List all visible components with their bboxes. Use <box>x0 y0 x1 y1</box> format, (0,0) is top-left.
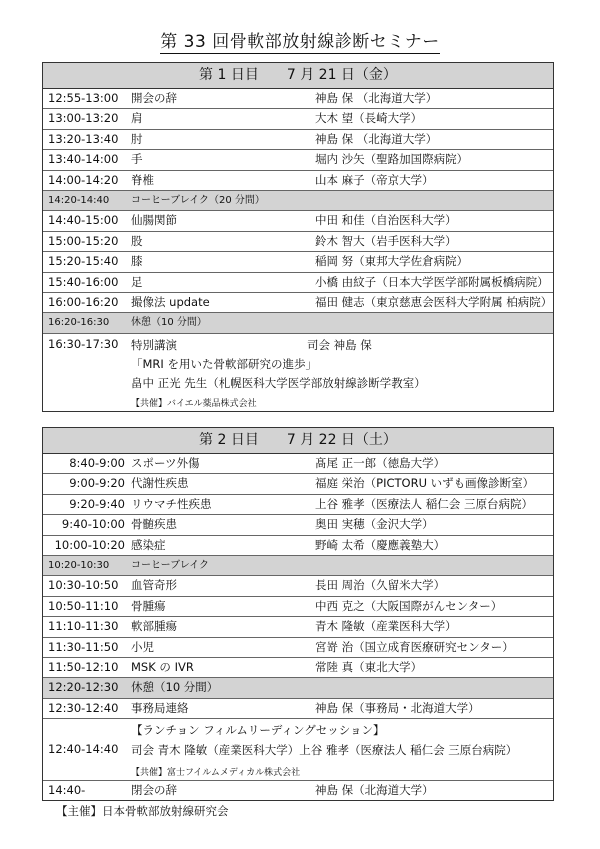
schedule-row <box>43 474 553 494</box>
row-topic: 血管奇形 <box>131 578 177 593</box>
luncheon-title: 【ランチョン フィルムリーディングセッション】 <box>131 723 385 738</box>
row-time: 12:20-12:30 <box>48 680 119 695</box>
special-lecture-sponsor: 【共催】バイエル薬品株式会社 <box>131 398 257 409</box>
row-time: 12:40-14:40 <box>48 742 119 757</box>
day2-header: 第 2 日目 7 月 22 日（土） <box>43 428 553 454</box>
break-row <box>43 556 553 576</box>
row-time: 16:00-16:20 <box>48 294 119 309</box>
row-time: 9:00-9:20 <box>69 476 125 491</box>
row-time: 16:20-16:30 <box>48 317 110 329</box>
row-speaker: 山本 麻子（帝京大学） <box>315 172 434 187</box>
row-topic: コーヒーブレイク <box>131 559 209 571</box>
row-speaker: 上谷 雅孝（医療法人 稲仁会 三原台病院） <box>315 496 533 511</box>
break-row <box>43 313 553 333</box>
row-topic: 休憩（10 分間） <box>131 680 219 695</box>
row-topic: 閉会の辞 <box>131 783 177 798</box>
row-topic: 肩 <box>131 111 143 126</box>
row-time: 11:50-12:10 <box>48 659 119 674</box>
luncheon-session-row <box>43 719 553 781</box>
schedule-row <box>43 293 553 313</box>
row-topic: リウマチ性疾患 <box>131 496 212 511</box>
page-title: 第 33 回骨軟部放射線診断セミナー <box>160 32 440 52</box>
schedule-row <box>43 515 553 535</box>
schedule-row <box>43 699 553 719</box>
row-time: 13:40-14:00 <box>48 152 119 167</box>
row-topic: 膝 <box>131 254 143 269</box>
row-topic: 事務局連絡 <box>131 700 189 715</box>
row-time: 14:40- <box>48 783 86 798</box>
row-speaker: 大木 望（長崎大学） <box>315 111 423 126</box>
row-speaker: 神島 保（事務局・北海道大学） <box>315 700 480 715</box>
schedule-row <box>43 781 553 800</box>
row-time: 15:20-15:40 <box>48 254 119 269</box>
break-row <box>43 678 553 698</box>
schedule-row <box>43 658 553 678</box>
break-row <box>43 191 553 211</box>
schedule-row <box>43 89 553 109</box>
schedule-row <box>43 211 553 231</box>
schedule-row <box>43 638 553 658</box>
special-lecture-label: 特別講演 <box>131 337 177 352</box>
row-time: 13:20-13:40 <box>48 131 119 146</box>
row-speaker: 常陸 真（東北大学） <box>315 659 423 674</box>
schedule-row <box>43 454 553 474</box>
day1-header: 第 1 日目 7 月 21 日（金） <box>43 63 553 89</box>
schedule-row <box>43 617 553 637</box>
row-topic: 股 <box>131 233 143 248</box>
row-topic: 感染症 <box>131 537 166 552</box>
row-speaker: 福庭 栄治（PICTORU いずも画像診断室） <box>315 476 535 491</box>
row-speaker: 堀内 沙矢（聖路加国際病院） <box>315 152 469 167</box>
special-lecture-chair: 司会 神島 保 <box>307 337 372 352</box>
schedule-row <box>43 252 553 272</box>
row-speaker: 稲岡 努（東邦大学佐倉病院） <box>315 254 469 269</box>
schedule-row <box>43 495 553 515</box>
row-time: 14:20-14:40 <box>48 194 110 206</box>
row-time: 9:40-10:00 <box>61 517 125 532</box>
row-topic: 撮像法 update <box>131 294 210 309</box>
row-topic: 手 <box>131 152 143 167</box>
schedule-row <box>43 536 553 556</box>
row-time: 12:55-13:00 <box>48 91 119 105</box>
row-time: 15:00-15:20 <box>48 233 119 248</box>
schedule-row <box>43 109 553 129</box>
row-time: 14:40-15:00 <box>48 213 119 228</box>
special-lecture-title: 「MRI を用いた骨軟部研究の進歩」 <box>131 356 317 371</box>
row-speaker: 長田 周治（久留米大学） <box>315 578 446 593</box>
row-time: 12:30-12:40 <box>48 700 119 715</box>
row-speaker: 奥田 実穂（金沢大学） <box>315 517 434 532</box>
row-speaker: 野崎 太希（慶應義塾大） <box>315 537 446 552</box>
row-topic: コーヒーブレイク（20 分間） <box>131 194 265 206</box>
row-time: 10:30-10:50 <box>48 578 119 593</box>
row-time: 10:00-10:20 <box>54 537 125 552</box>
row-topic: 肘 <box>131 131 143 146</box>
schedule-row <box>43 232 553 252</box>
row-time: 9:20-9:40 <box>69 496 125 511</box>
organizer-footer: 【主催】日本骨軟部放射線研究会 <box>56 804 229 818</box>
luncheon-chairs: 司会 青木 隆敏（産業医科大学）上谷 雅孝（医療法人 稲仁会 三原台病院） <box>131 743 518 758</box>
row-time: 13:00-13:20 <box>48 111 119 126</box>
row-topic: MSK の IVR <box>131 659 194 674</box>
row-speaker: 神島 保（北海道大学） <box>315 783 434 798</box>
schedule-row <box>43 150 553 170</box>
row-speaker: 髙尾 正一郎（徳島大学） <box>315 456 446 470</box>
row-topic: 脊椎 <box>131 172 154 187</box>
row-speaker: 中田 和佳（自治医科大学） <box>315 213 457 228</box>
schedule-row <box>43 576 553 596</box>
row-topic: 骨髄疾患 <box>131 517 177 532</box>
row-topic: 開会の辞 <box>131 91 177 105</box>
row-time: 11:10-11:30 <box>48 619 119 634</box>
row-speaker: 小橋 由紋子（日本大学医学部附属板橋病院） <box>315 274 549 289</box>
row-time: 15:40-16:00 <box>48 274 119 289</box>
luncheon-sponsor: 【共催】富士フイルムメディカル株式会社 <box>131 768 301 779</box>
special-lecture-lecturer: 畠中 正光 先生（札幌医科大学医学部放射線診断学教室） <box>131 375 426 390</box>
row-speaker: 神島 保 （北海道大学） <box>315 91 438 105</box>
day1-schedule-table <box>42 62 554 412</box>
row-time: 10:50-11:10 <box>48 598 119 613</box>
row-time: 10:20-10:30 <box>48 559 110 571</box>
row-time: 11:30-11:50 <box>48 639 119 654</box>
row-speaker: 福田 健志（東京慈恵会医科大学附属 柏病院） <box>315 294 553 309</box>
row-topic: 休憩（10 分間） <box>131 317 207 329</box>
row-speaker: 神島 保 （北海道大学） <box>315 131 438 146</box>
schedule-row <box>43 597 553 617</box>
day2-schedule-table <box>42 427 554 801</box>
schedule-row <box>43 130 553 150</box>
row-time: 8:40-9:00 <box>69 456 125 470</box>
row-topic: 小児 <box>131 639 154 654</box>
row-speaker: 鈴木 智大（岩手医科大学） <box>315 233 457 248</box>
row-topic: 仙腸関節 <box>131 213 177 228</box>
row-time: 14:00-14:20 <box>48 172 119 187</box>
special-lecture-row <box>43 334 553 411</box>
schedule-row <box>43 171 553 191</box>
row-topic: 軟部腫瘍 <box>131 619 177 634</box>
row-speaker: 宮嵜 治（国立成育医療研究センター） <box>315 639 514 654</box>
row-topic: スポーツ外傷 <box>131 456 200 470</box>
row-topic: 骨腫瘍 <box>131 598 166 613</box>
row-speaker: 中西 克之（大阪国際がんセンター） <box>315 598 503 613</box>
row-speaker: 青木 隆敏（産業医科大学） <box>315 619 457 634</box>
schedule-row <box>43 273 553 293</box>
row-time: 16:30-17:30 <box>48 336 119 351</box>
row-topic: 代謝性疾患 <box>131 476 189 491</box>
row-topic: 足 <box>131 274 143 289</box>
